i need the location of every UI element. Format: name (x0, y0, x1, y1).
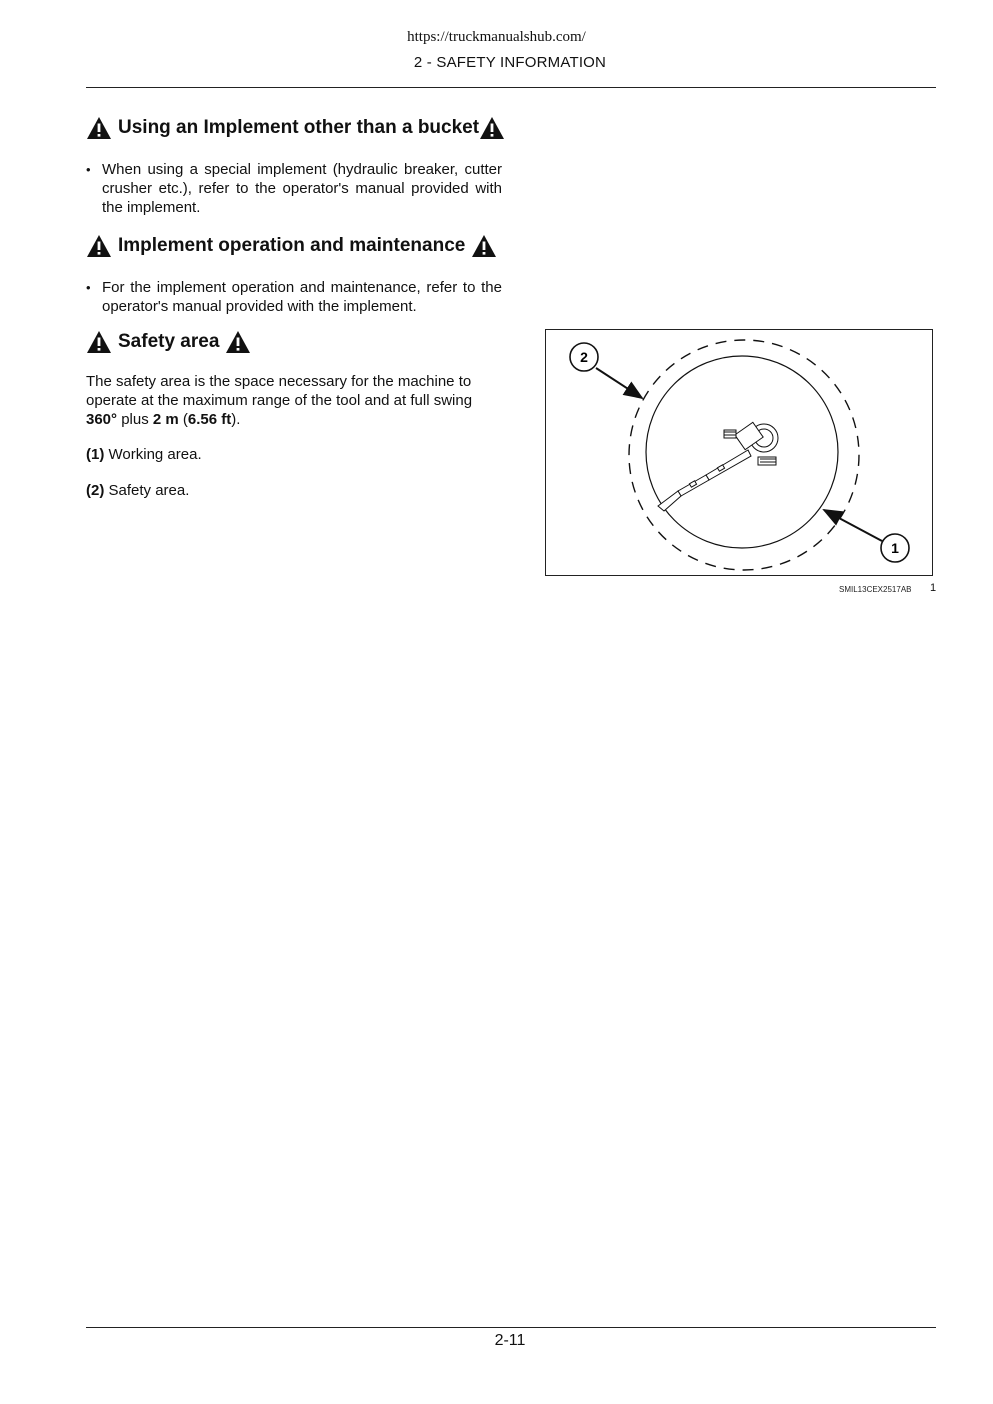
list-item: • For the implement operation and maintenance, refer to the operator's manual provided with the implement. (86, 279, 502, 315)
warning-triangle-icon (225, 330, 251, 354)
source-url[interactable]: https://truckmanualshub.com/ (407, 29, 586, 45)
warning-triangle-icon (471, 234, 497, 258)
section-title-text: Implement operation and maintenance (118, 235, 466, 256)
warning-triangle-icon (86, 116, 112, 140)
section-title (86, 116, 502, 140)
section-title-text: Safety area (118, 331, 220, 352)
description-text: plus (117, 411, 153, 428)
warning-triangle-icon (86, 234, 112, 258)
footer-rule (86, 1327, 936, 1328)
section-operation-maintenance (86, 234, 502, 316)
callout-1-arrow (824, 510, 882, 541)
legend-label: Working area. (108, 446, 202, 463)
legend-item (86, 481, 502, 500)
section-title (86, 234, 502, 258)
figure-number: 1 (930, 582, 937, 594)
bullet-text: For the implement operation and maintenance, refer to the operator's manual provided with the implement. (102, 279, 502, 315)
distance-metric: 2 m (152, 411, 179, 428)
legend-label: Safety area. (108, 482, 190, 499)
section-header: 2 - SAFETY INFORMATION (413, 54, 607, 71)
warning-triangle-icon (86, 330, 112, 354)
legend-number: (2) (86, 482, 105, 499)
legend-number: (1) (86, 446, 105, 463)
safety-area-diagram (546, 330, 931, 574)
excavator-icon (658, 422, 778, 511)
callout-2-label: 2 (580, 349, 588, 365)
callout-2-arrow (596, 368, 642, 398)
section-safety-area (86, 330, 502, 500)
safety-area-description (86, 372, 502, 429)
description-text: The safety area is the space necessary for the machine to operate at the maximum range of the tool and at full swing (86, 373, 473, 409)
bullet-text: When using a special implement (hydraulic breaker, cutter crusher etc.), refer to the operator's manual provided with the implement. (102, 161, 502, 216)
section-title-text: Using an Implement other than a bucket (118, 117, 480, 138)
section-implement-other (86, 116, 502, 217)
page-number: 2-11 (494, 1332, 526, 1349)
legend-item (86, 445, 502, 464)
section-title (86, 330, 502, 354)
description-text: ). (231, 411, 241, 428)
list-item: • When using a special implement (hydraulic breaker, cutter crusher etc.), refer to the operator's manual provided with the implement. (86, 161, 502, 216)
distance-imperial: 6.56 ft (187, 411, 232, 428)
header-rule (86, 87, 936, 88)
description-text: ( (178, 411, 188, 428)
working-area-circle (646, 356, 838, 548)
safety-area-figure (545, 329, 933, 576)
callout-1-label: 1 (891, 540, 899, 556)
figure-reference: SMIL13CEX2517AB (839, 585, 912, 594)
warning-triangle-icon (479, 116, 505, 140)
swing-angle: 360° (86, 411, 118, 428)
